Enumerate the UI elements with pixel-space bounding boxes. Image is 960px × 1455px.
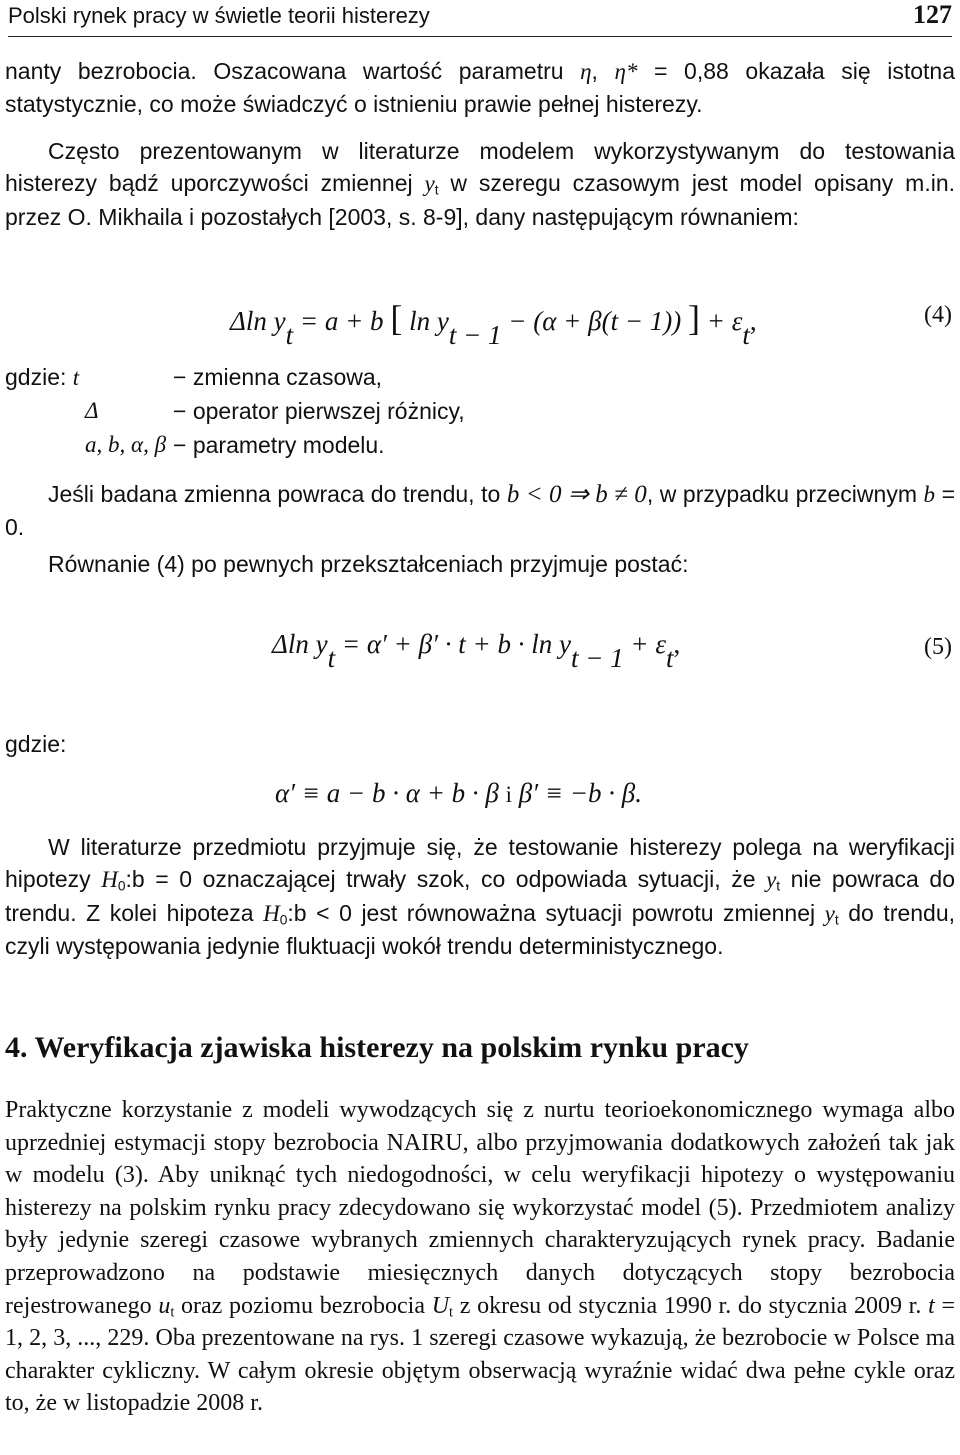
definition-list — [5, 364, 705, 464]
equation-5 — [272, 629, 681, 673]
eq5-epsilon-subscript: t — [666, 643, 674, 673]
paragraph-6-text-b: oraz poziomu bezrobocia — [174, 1292, 432, 1319]
definition-desc: − zmienna czasowa, — [173, 364, 383, 390]
eq4-inner-term: − (α + β(t − 1)) — [508, 306, 682, 336]
eta-symbol: η — [580, 59, 592, 84]
eq5-middle: = α′ + β′ · t + b · ln y — [341, 629, 571, 659]
variable-y-subscript: t — [434, 182, 439, 198]
eq4-comma: , — [749, 306, 757, 336]
hypothesis-subscript: 0 — [279, 912, 288, 928]
variable-y: y — [766, 867, 777, 893]
paragraph-2 — [5, 135, 955, 233]
definition-symbol: t — [72, 365, 80, 390]
definition-desc: − operator pierwszej różnicy, — [173, 398, 465, 424]
section-heading: 4. Weryfikacja zjawiska histerezy na polskim rynku pracy — [5, 1031, 749, 1064]
eq4-lhs-subscript: t — [285, 320, 294, 350]
paragraph-1-text-b: = 0,88 okazała się istotna statystycznie, co może świadczyć o istnieniu prawie pełnej histerezy. — [5, 58, 956, 118]
hypothesis-h: H — [263, 900, 280, 926]
paragraph-2-text-a: Często prezentowanym w literaturze modelem wykorzystywanym do testowania histerezy bądź uporczywości zmiennej — [5, 138, 955, 197]
running-title: Polski rynek pracy w świetle teorii histerezy — [8, 3, 430, 28]
condition-expression: b < 0 ⇒ b ≠ 0 — [506, 481, 647, 508]
hypothesis-subscript: 0 — [117, 878, 126, 894]
eta-star-symbol: η* — [614, 59, 638, 84]
eq5-epsilon: + ε — [630, 629, 667, 659]
eq5-comma: , — [673, 629, 681, 659]
paragraph-3-text-c: = 0. — [5, 481, 956, 541]
paragraph-5-text-c: nie powraca do trendu. Z kolei hipoteza — [5, 866, 955, 926]
paragraph-4-text: Równanie (4) po pewnych przekształceniach przyjmuje postać: — [48, 551, 689, 577]
definition-desc: − parametry modelu. — [173, 432, 385, 458]
eq4-epsilon: + ε — [706, 306, 743, 336]
paragraph-3 — [5, 478, 955, 544]
eq5-ln-subscript: t − 1 — [570, 643, 624, 673]
variable-y-subscript: t — [776, 878, 781, 894]
eq4-ln-subscript: t − 1 — [448, 320, 502, 350]
definition-symbol: a, b, α, β — [85, 432, 167, 457]
paragraph-4 — [5, 548, 955, 580]
variable-b: b — [923, 482, 936, 507]
eq5-lhs-subscript: t — [327, 643, 336, 673]
variable-y: y — [424, 171, 435, 197]
gdzie-label: gdzie: — [5, 731, 67, 757]
variable-u: u — [158, 1292, 171, 1319]
parameter-definitions — [275, 778, 642, 809]
variable-U-subscript: t — [449, 1304, 454, 1321]
conjunction: i — [505, 782, 512, 807]
paragraph-6-text-c: z okresu od stycznia 1990 r. do stycznia 2009 r. — [453, 1292, 929, 1319]
eq4-ln-term: ln y — [409, 306, 449, 336]
alpha-prime-def: α′ ≡ a − b · α + b · β — [275, 778, 499, 808]
paragraph-6 — [5, 1094, 955, 1420]
eq4-rhs-a: = a + b — [299, 306, 384, 336]
variable-y-subscript: t — [834, 912, 839, 928]
equation-4: Δln yt = a + b [ ln yt − 1 − (α + β(t − 1)) ] + εt, — [230, 298, 757, 350]
paragraph-5-text-d: :b < 0 jest równoważna sytuacji powrotu zmiennej — [287, 899, 825, 926]
variable-U: U — [431, 1292, 450, 1319]
running-header — [8, 0, 952, 37]
eq4-lhs: Δln y — [230, 306, 286, 336]
definition-symbol: Δ — [85, 398, 99, 423]
paragraph-1 — [5, 55, 955, 121]
variable-t: t — [928, 1292, 935, 1319]
equation-5-number: (5) — [924, 634, 952, 660]
variable-y: y — [824, 900, 835, 926]
paragraph-2-text-b: w szeregu czasowym jest model opisany m.in. przez O. Mikhaila i pozostałych [2003, s. 8-9], dany następującym równaniem: — [5, 170, 956, 230]
definitions-lead: gdzie: — [5, 364, 67, 390]
page-number: 127 — [913, 0, 952, 29]
beta-prime-def: β′ ≡ −b · β. — [518, 778, 642, 808]
paragraph-3-text-b: , w przypadku przeciwnym — [646, 481, 924, 507]
eq4-epsilon-subscript: t — [742, 320, 750, 350]
paragraph-6-text-a: Praktyczne korzystanie z modeli wywodzących się z nurtu teorioekonomicznego wymaga albo uprzedniej estymacji stopy bezrobocia NAIRU, albo przyjmowania dodatkowych założeń tak jak w modelu (3). Aby uniknąć tych niedogodności, w celu weryfikacji hipotezy o występowaniu histerezy na polskim rynku pracy zdecydowano się wykorzystać model (5). Przedmiotem analizy były jedynie szeregi czasowe wybranych zmiennych charakteryzujących rynek pracy. Badanie przeprowadzono na podstawie miesięcznych danych dotyczących stopy bezrobocia rejestrowanego — [5, 1097, 955, 1319]
separator: , — [591, 58, 615, 84]
paragraph-5-text-b: :b = 0 oznaczającej trwały szok, co odpowiada sytuacji, że — [125, 866, 767, 893]
paragraph-5-text-a: W literaturze przedmiotu przyjmuje się, że testowanie histerezy polega na weryfikacji hipotezy — [5, 834, 955, 893]
paragraph-6-text-d: = 1, 2, 3, ..., 229. Oba prezentowane na rys. 1 szeregi czasowe wykazują, że bezrobocie w Polsce ma charakter cykliczny. W całym okresie objętym obserwacją wyraźnie widać dwa pełne cykle oraz to, że w listopadzie 2008 r. — [5, 1292, 955, 1417]
variable-u-subscript: t — [170, 1304, 175, 1321]
paragraph-5-text-e: do trendu, czyli występowania jedynie fluktuacji wokół trendu deterministycznego. — [5, 899, 955, 959]
equation-4-number: (4) — [924, 302, 952, 328]
hypothesis-h: H — [101, 867, 118, 893]
paragraph-3-text-a: Jeśli badana zmienna powraca do trendu, to — [48, 481, 507, 507]
paragraph-5 — [5, 831, 955, 962]
paragraph-1-text-a: nanty bezrobocia. Oszacowana wartość parametru — [5, 58, 581, 84]
eq5-lhs: Δln y — [272, 629, 328, 659]
